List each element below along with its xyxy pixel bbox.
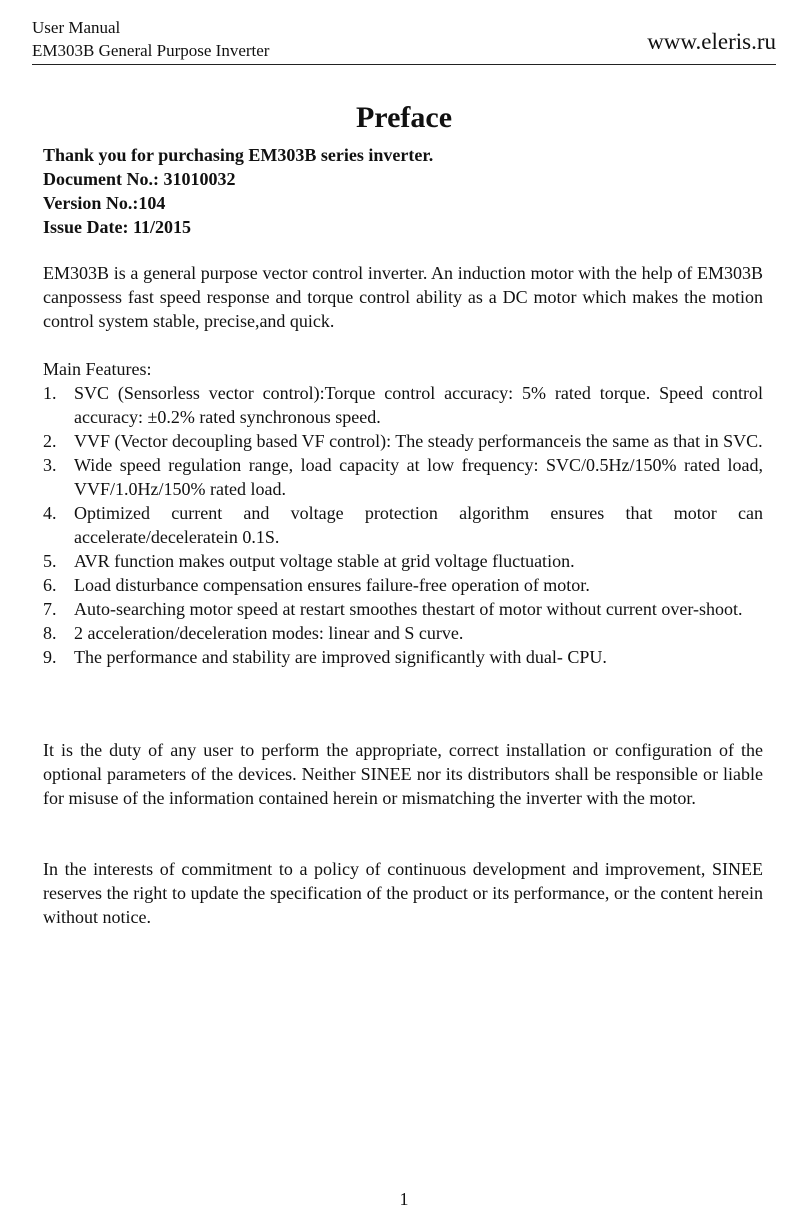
list-item [43, 573, 763, 597]
list-item [43, 501, 763, 549]
header-doc-info [32, 16, 269, 62]
version-number: Version No.:104 [43, 193, 166, 213]
thanks-line: Thank you for purchasing EM303B series inverter. [43, 145, 434, 165]
list-item-text: Auto-searching motor speed at restart smoothes thestart of motor without current over-shoot. [74, 599, 743, 619]
page-title: Preface [355, 101, 453, 134]
list-item [43, 621, 763, 645]
header-website: www.eleris.ru [647, 29, 776, 54]
list-item [43, 453, 763, 501]
list-item-number: 2. [43, 431, 57, 451]
list-item-text: 2 acceleration/deceleration modes: linear and S curve. [74, 623, 464, 643]
list-item-number: 8. [43, 623, 57, 643]
page-number: 1 [399, 1189, 409, 1209]
list-item [43, 549, 763, 573]
features-list [43, 381, 763, 669]
list-item-number: 7. [43, 599, 57, 619]
features-heading: Main Features: [43, 359, 152, 379]
list-item [43, 381, 763, 429]
list-item [43, 429, 763, 453]
list-item-number: 6. [43, 575, 57, 595]
list-item-text: VVF (Vector decoupling based VF control): The steady performanceis the same as that in SVC. [74, 431, 763, 451]
intro-paragraph: EM303B is a general purpose vector control inverter. An induction motor with the help of EM303B canpossess fast speed response and torque control ability as a DC motor which makes the motion control system stable, precise,and quick. [43, 263, 763, 331]
interest-paragraph: In the interests of commitment to a policy of continuous development and improvement, SINEE reserves the right to update the specification of the product or its performance, or the content herein without notice. [43, 859, 763, 927]
duty-paragraph: It is the duty of any user to perform the appropriate, correct installation or configuration of the optional parameters of the devices. Neither SINEE nor its distributors shall be responsible or liable for misuse of the information contained herein or mismatching the inverter with the motor. [43, 740, 763, 808]
list-item-text: AVR function makes output voltage stable at grid voltage fluctuation. [74, 551, 575, 571]
list-item [43, 645, 763, 669]
list-item-text: SVC (Sensorless vector control):Torque control accuracy: 5% rated torque. Speed control accuracy: ±0.2% rated synchronous speed. [74, 383, 763, 427]
document-number: Document No.: 31010032 [43, 169, 236, 189]
list-item-text: Optimized current and voltage protection algorithm ensures that motor can accelerate/deceleratein 0.1S. [74, 503, 763, 547]
list-item-text: The performance and stability are improved significantly with dual- CPU. [74, 647, 607, 667]
document-meta [43, 143, 763, 239]
list-item-number: 5. [43, 551, 57, 571]
list-item-text: Load disturbance compensation ensures failure-free operation of motor. [74, 575, 590, 595]
list-item-number: 4. [43, 503, 57, 523]
list-item-text: Wide speed regulation range, load capacity at low frequency: SVC/0.5Hz/150% rated load, VVF/1.0Hz/150% rated load. [74, 455, 763, 499]
issue-date: Issue Date: 11/2015 [43, 217, 191, 237]
page-header [32, 16, 776, 65]
list-item-number: 9. [43, 647, 57, 667]
header-product-name: EM303B General Purpose Inverter [32, 41, 270, 60]
list-item [43, 597, 763, 621]
list-item-number: 1. [43, 383, 57, 403]
list-item-number: 3. [43, 455, 57, 475]
header-manual-label: User Manual [32, 18, 121, 37]
